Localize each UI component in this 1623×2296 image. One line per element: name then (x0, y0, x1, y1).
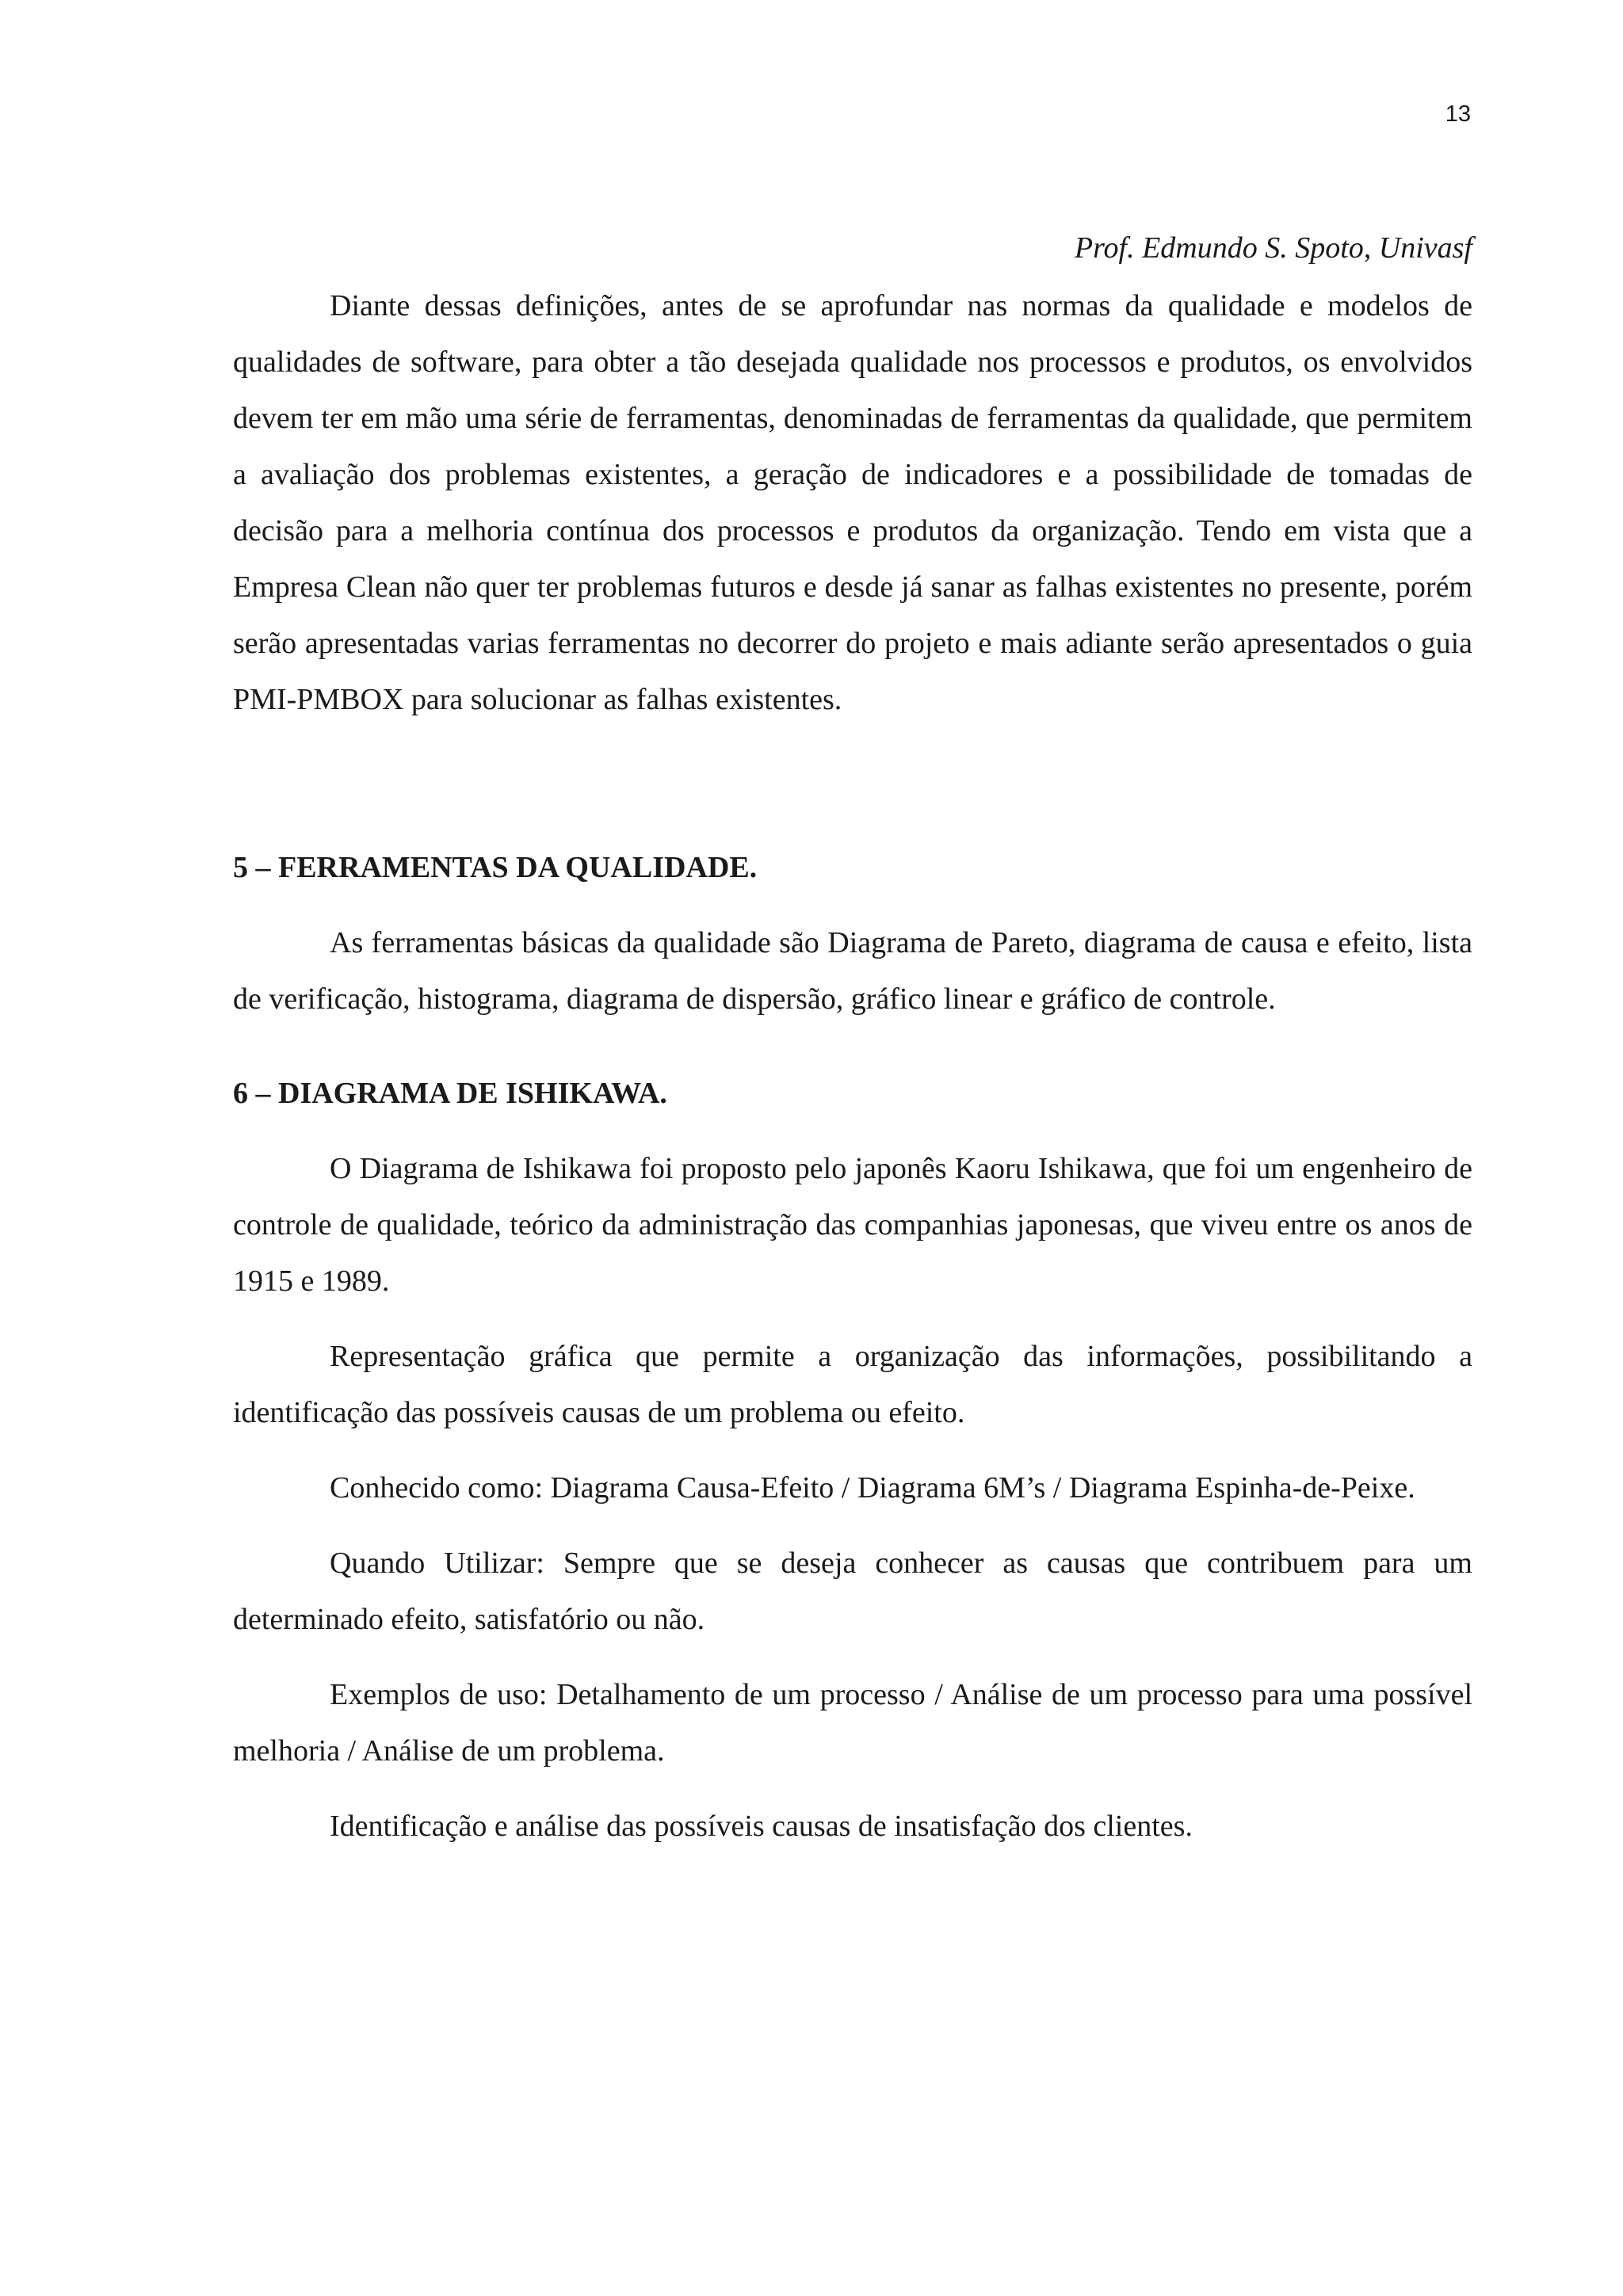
spacer (233, 1441, 1472, 1460)
spacer (233, 1648, 1472, 1667)
paragraph-ferramentas: As ferramentas básicas da qualidade são Diagrama de Pareto, diagrama de causa e efeito, lista de verificação, histograma, diagrama de dispersão, gráfico linear e gráfico de controle. (233, 926, 1472, 1016)
paragraph-ishikawa-definition: Representação gráfica que permite a organização das informações, possibilitando a identificação das possíveis causas de um problema ou efeito. (233, 1340, 1472, 1429)
author-line: Prof. Edmundo S. Spoto, Univasf (1074, 231, 1472, 265)
spacer (233, 1028, 1472, 1066)
intro-paragraph: Diante dessas definições, antes de se aprofundar nas normas da qualidade e modelos de qualidades de software, para obter a tão desejada qualidade nos processos e produtos, os envolvidos devem ter em mão uma série de ferramentas, denominadas de ferramentas da qualidade, que permitem a avaliação dos problemas existentes, a geração de indicadores e a possibilidade de tomadas de decisão para a melhoria contínua dos processos e produtos da organização. Tendo em vista que a Empresa Clean não quer ter problemas futuros e desde já sanar as falhas existentes no presente, porém serão apresentadas varias ferramentas no decorrer do projeto e mais adiante serão apresentados o guia PMI-PMBOX para solucionar as falhas existentes. (233, 289, 1472, 716)
spacer (233, 896, 1472, 915)
paragraph-ishikawa-aliases: Conhecido como: Diagrama Causa-Efeito / Diagrama 6M’s / Diagrama Espinha-de-Peixe. (330, 1471, 1415, 1505)
spacer (233, 1779, 1472, 1798)
paragraph-ishikawa-origin: O Diagrama de Ishikawa foi proposto pelo japonês Kaoru Ishikawa, que foi um engenheiro de controle de qualidade, teórico da administração das companhias japonesas, que viveu entre os anos de 1915 e 1989. (233, 1152, 1472, 1298)
spacer (233, 1310, 1472, 1329)
section-heading-ferramentas: 5 – FERRAMENTAS DA QUALIDADE. (233, 851, 758, 884)
page-number: 13 (1445, 101, 1471, 127)
paragraph-ishikawa-when: Quando Utilizar: Sempre que se deseja conhecer as causas que contribuem para um determinado efeito, satisfatório ou não. (233, 1547, 1472, 1636)
document-body (233, 220, 1472, 1855)
section-heading-ishikawa: 6 – DIAGRAMA DE ISHIKAWA. (233, 1077, 667, 1110)
paragraph-ishikawa-examples: Exemplos de uso: Detalhamento de um processo / Análise de um processo para uma possível melhoria / Análise de um problema. (233, 1678, 1472, 1768)
paragraph-ishikawa-clients: Identificação e análise das possíveis causas de insatisfação dos clientes. (330, 1810, 1193, 1843)
spacer (233, 728, 1472, 840)
spacer (233, 1122, 1472, 1141)
spacer (233, 1516, 1472, 1535)
